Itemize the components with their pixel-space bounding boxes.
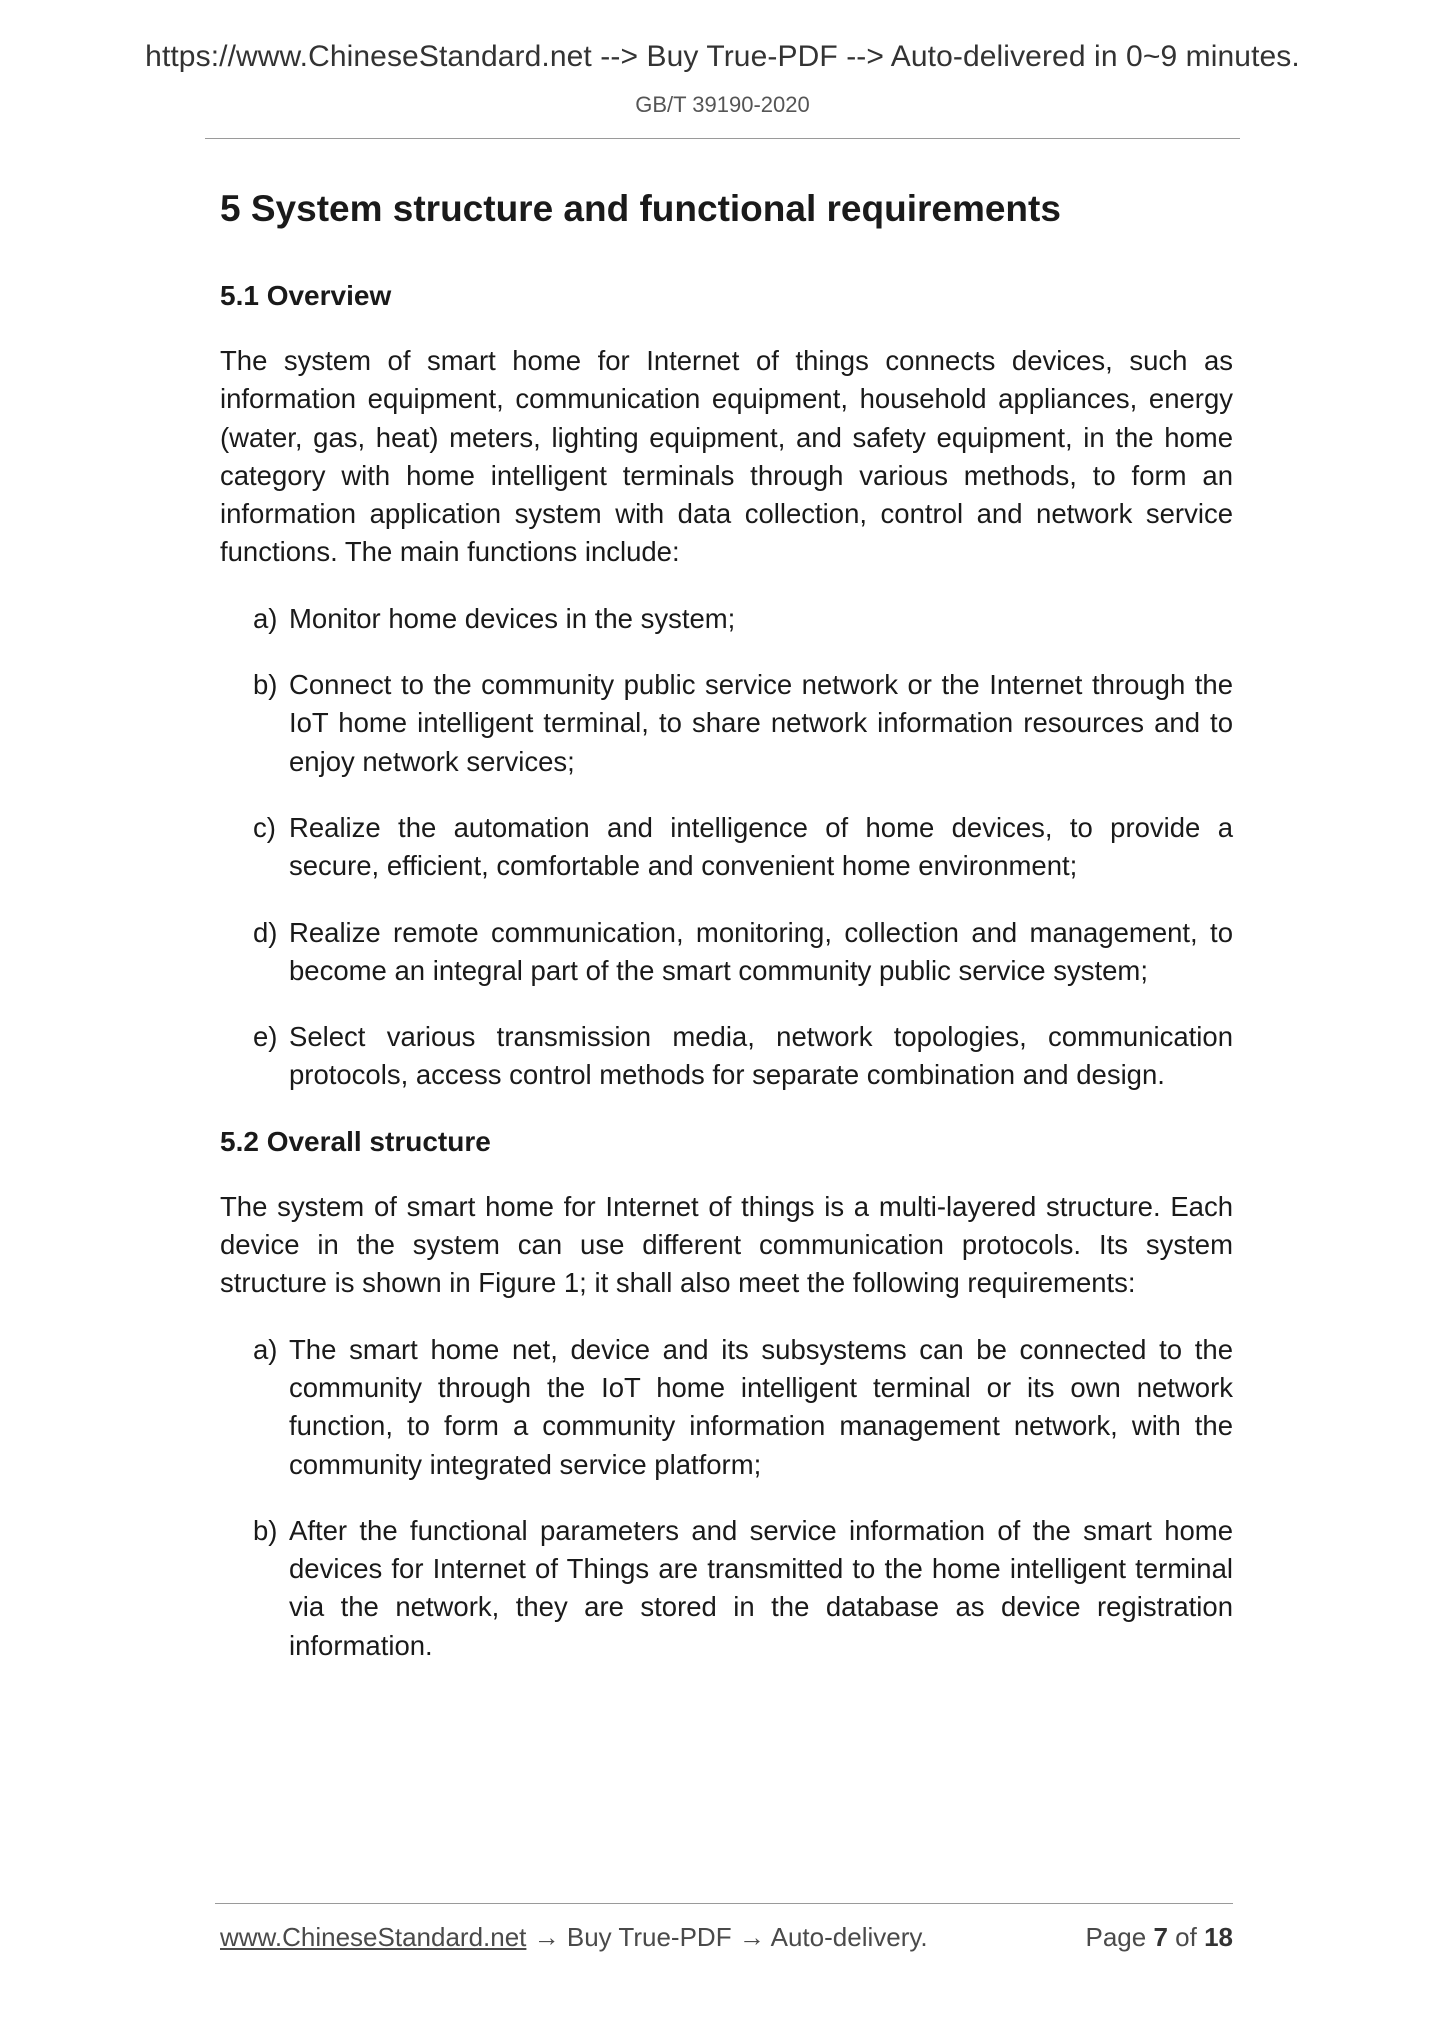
list-item-text: Connect to the community public service network or the Internet through the IoT home intelligent terminal, to share network information resources and to enjoy network services;	[289, 669, 1233, 777]
list-item	[220, 1331, 1233, 1484]
list-item-text: After the functional parameters and service information of the smart home devices for Internet of Things are transmitted to the home intelligent terminal via the network, they are stored in the database as device registration information.	[289, 1514, 1233, 1661]
list-item-text: Monitor home devices in the system;	[289, 602, 736, 634]
list-marker: d)	[253, 916, 278, 948]
footer-divider	[215, 1903, 1233, 1904]
overview-paragraph: The system of smart home for Internet of things connects devices, such as information equipment, communication equipment, household appliances, energy (water, gas, heat) meters, lighting equipment, and safety equipment, in the home category with home intelligent terminals through various methods, to form an information application system with data collection, control and network service functions. The main functions include:	[220, 345, 1233, 568]
list-item-text: Realize remote communication, monitoring, collection and management, to become an integral part of the smart community public service system;	[289, 916, 1233, 986]
list-item	[220, 1018, 1233, 1095]
footer-promo	[220, 1922, 928, 1953]
list-item-text: The smart home net, device and its subsystems can be connected to the community through the IoT home intelligent terminal or its own network function, to form a community information management network, with the community integrated service platform;	[289, 1333, 1233, 1480]
list-item	[220, 666, 1233, 781]
overall-structure-heading: 5.2 Overall structure	[220, 1125, 491, 1157]
page-label: Page	[1085, 1922, 1147, 1952]
overview-heading: 5.1 Overview	[220, 280, 392, 311]
overview-function-list	[220, 600, 1233, 1095]
overall-structure-requirement-list	[220, 1331, 1233, 1665]
list-item	[220, 1512, 1233, 1665]
list-marker: c)	[253, 811, 276, 843]
list-marker: b)	[253, 1514, 278, 1546]
list-marker: a)	[253, 602, 278, 634]
list-marker: a)	[253, 1333, 278, 1365]
standard-code: GB/T 39190-2020	[635, 92, 810, 117]
page-current: 7	[1153, 1922, 1168, 1952]
footer-site-link[interactable]: www.ChineseStandard.net	[220, 1922, 527, 1952]
list-marker: b)	[253, 669, 278, 701]
list-marker: e)	[253, 1021, 278, 1053]
list-item-text: Select various transmission media, network topologies, communication protocols, access control methods for separate combination and design.	[289, 1021, 1233, 1091]
footer-buy-text: Buy True-PDF	[566, 1922, 732, 1952]
page-content	[220, 183, 1233, 1665]
top-banner[interactable]: https://www.ChineseStandard.net --> Buy True-PDF --> Auto-delivered in 0~9 minutes.	[145, 40, 1300, 73]
page-total: 18	[1204, 1922, 1233, 1952]
arrow-right-icon: →	[533, 1922, 560, 1952]
page-number	[1085, 1922, 1233, 1953]
list-item	[220, 809, 1233, 886]
header-divider	[205, 138, 1240, 139]
list-item-text: Realize the automation and intelligence of home devices, to provide a secure, efficient, comfortable and convenient home environment;	[289, 811, 1233, 882]
footer-delivery-text: Auto-delivery.	[770, 1922, 928, 1952]
arrow-right-icon: →	[738, 1922, 765, 1952]
section-heading: 5 System structure and functional requirements	[220, 188, 1061, 229]
list-item	[220, 914, 1233, 991]
overall-structure-paragraph: The system of smart home for Internet of things is a multi-layered structure. Each device in the system can use different communication protocols. Its system structure is shown in Figure 1; it shall also meet the following requirements:	[220, 1190, 1233, 1299]
page-of-label: of	[1175, 1922, 1197, 1952]
list-item	[220, 600, 1233, 638]
